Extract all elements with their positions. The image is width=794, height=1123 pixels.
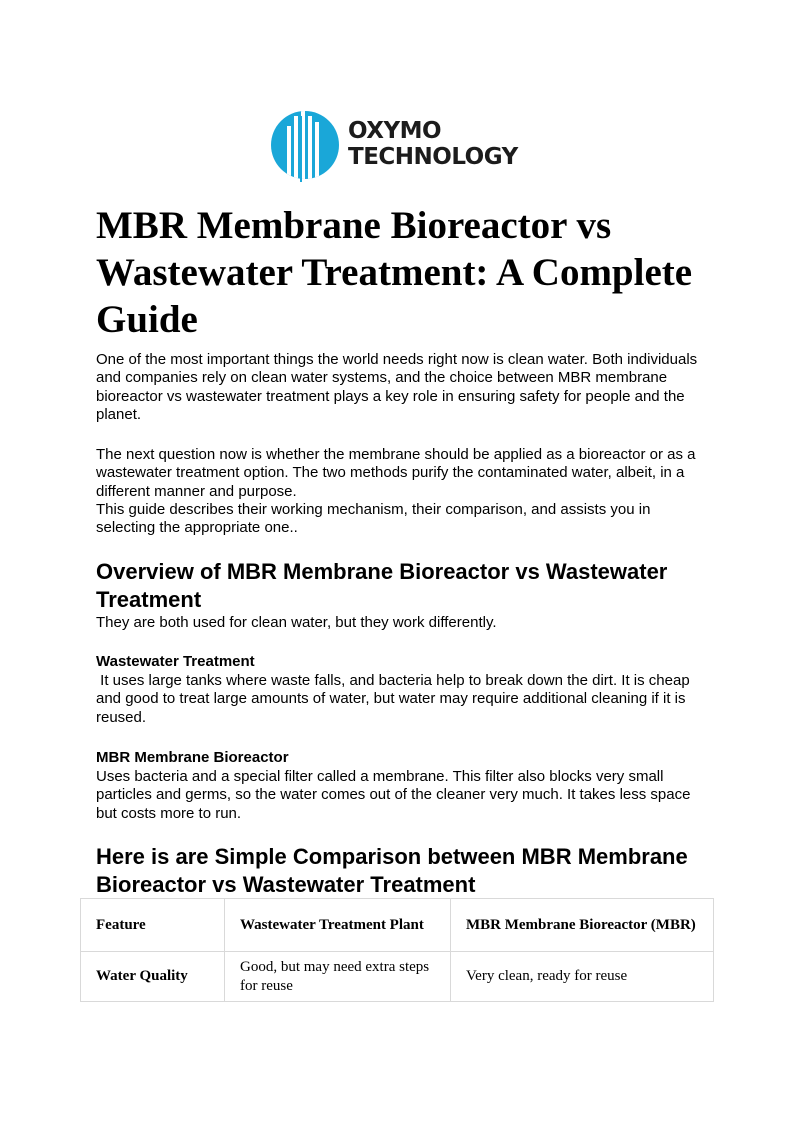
overview-text: They are both used for clean water, but they work differently.: [96, 614, 497, 631]
intro-paragraph-1: One of the most important things the world needs right now is clean water. Both individuals and companies rely on clean water systems, and the choice between MBR membrane bioreactor vs wastewater treatment plays a key role in ensuring safety for people and the planet.: [96, 351, 698, 424]
logo-text-line1: OXYMO: [348, 118, 442, 144]
wastewater-heading: Wastewater Treatment: [96, 653, 255, 670]
table-cell: Very clean, ready for reuse: [451, 952, 714, 1002]
logo-building-icon: [270, 108, 340, 182]
table-header-cell: Wastewater Treatment Plant: [225, 899, 451, 952]
wastewater-text: It uses large tanks where waste falls, and bacteria help to break down the dirt. It is cheap and good to treat large amounts of water, but water may require additional cleaning if it is reused.: [96, 672, 694, 726]
logo-text-line2: TECHNOLOGY: [348, 144, 518, 170]
intro-paragraph-2: The next question now is whether the membrane should be applied as a bioreactor or as a wastewater treatment option. The two methods purify the contaminated water, albeit, in a different manner and purpose.: [96, 446, 696, 500]
table-header-row: [81, 899, 714, 952]
comparison-heading: Here is are Simple Comparison between MBR Membrane Bioreactor vs Wastewater Treatment: [96, 844, 688, 897]
overview-heading: Overview of MBR Membrane Bioreactor vs Wastewater Treatment: [96, 559, 668, 612]
page-title: MBR Membrane Bioreactor vs Wastewater Treatment: A Complete Guide: [96, 204, 693, 341]
intro-paragraph-3: This guide describes their working mechanism, their comparison, and assists you in selecting the appropriate one..: [96, 501, 651, 537]
company-logo: [270, 108, 540, 182]
table-header-cell: MBR Membrane Bioreactor (MBR): [451, 899, 714, 952]
comparison-table: [80, 898, 714, 1002]
mbr-heading: MBR Membrane Bioreactor: [96, 749, 289, 766]
table-cell: Good, but may need extra steps for reuse: [225, 952, 451, 1002]
table-cell: Water Quality: [81, 952, 225, 1002]
table-row: [81, 952, 714, 1002]
table-header-cell: Feature: [81, 899, 225, 952]
mbr-text: Uses bacteria and a special filter called a membrane. This filter also blocks very small particles and germs, so the water comes out of the cleaner very much. It takes less space but costs more to run.: [96, 768, 691, 822]
